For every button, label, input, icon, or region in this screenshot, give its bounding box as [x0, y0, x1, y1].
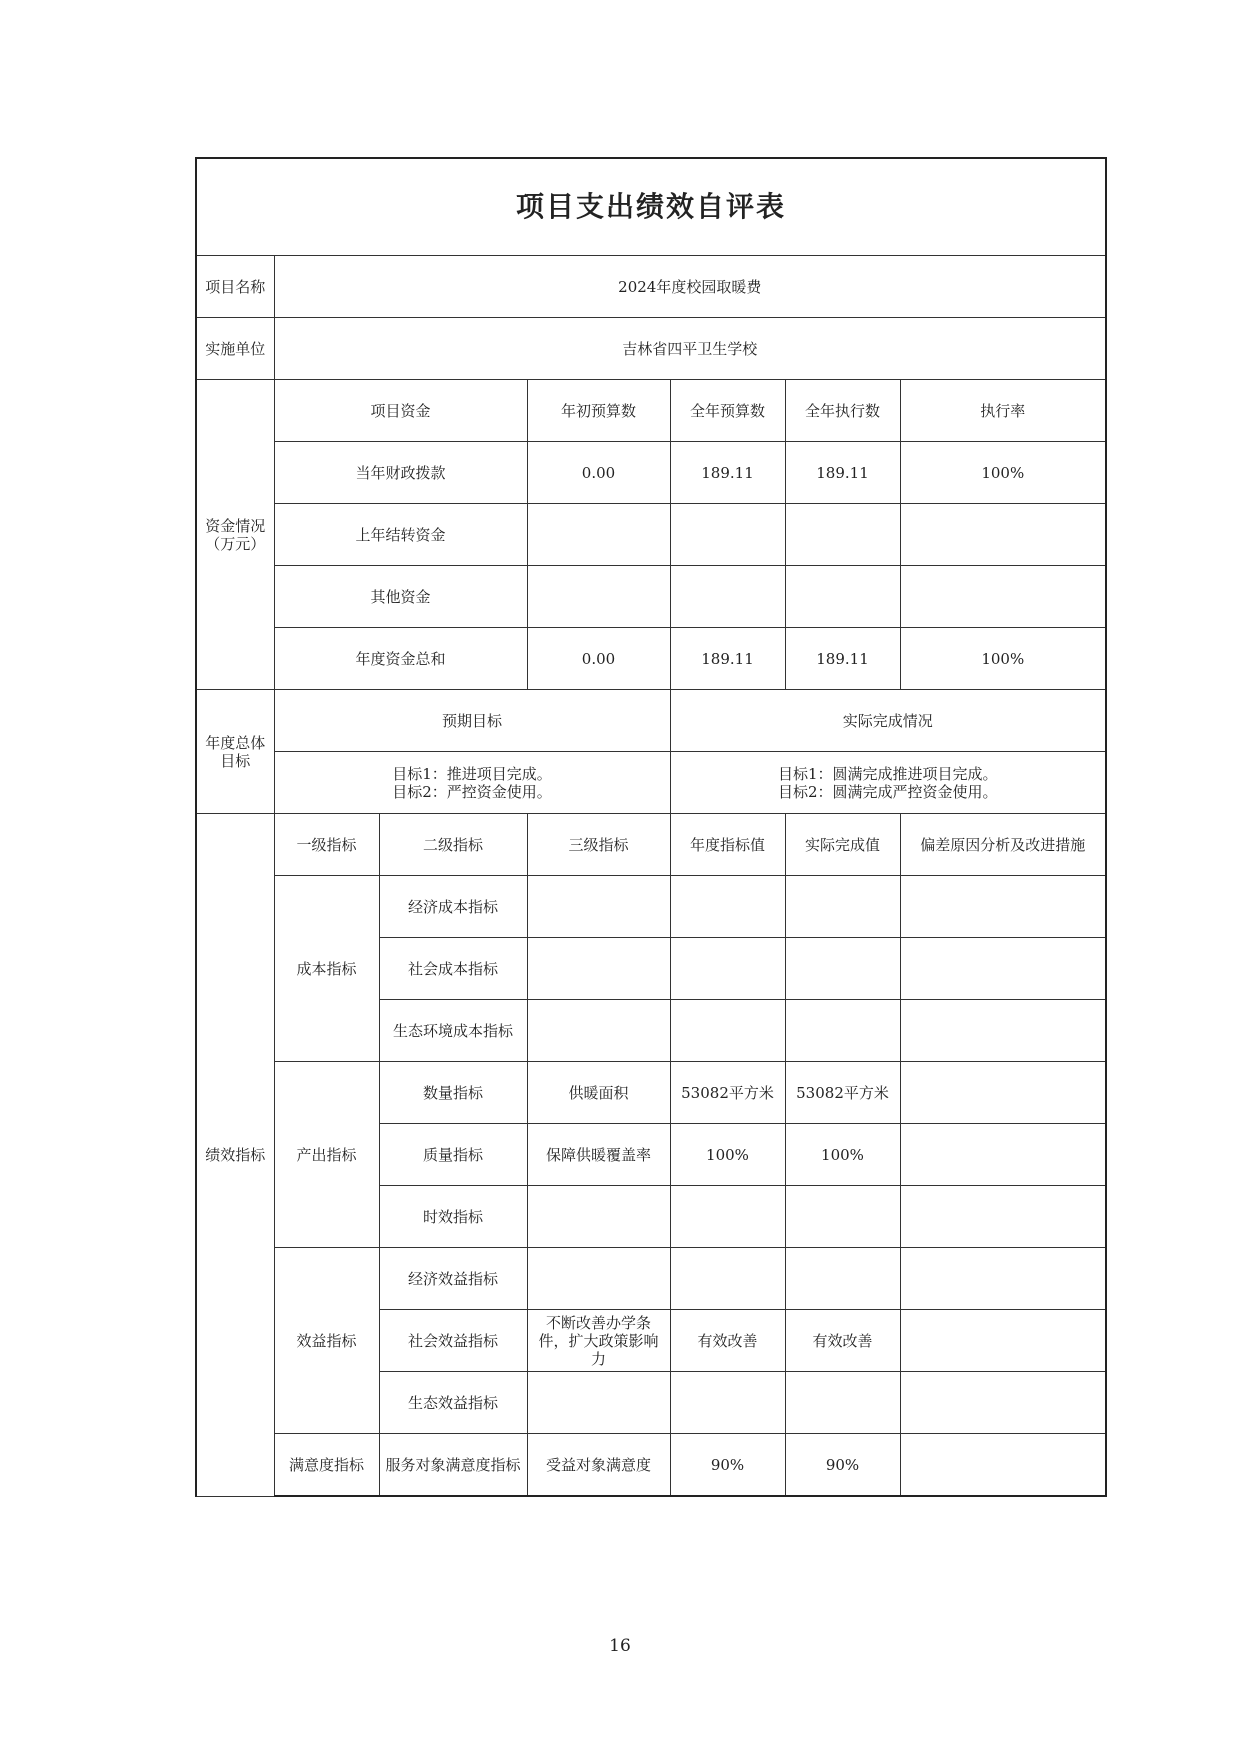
level3-indicator [527, 1248, 670, 1310]
indicators-header-cell: 三级指标 [527, 814, 670, 876]
funds-cell [670, 566, 785, 628]
funds-cell: 189.11 [670, 628, 785, 690]
annual-target-value: 53082平方米 [670, 1062, 785, 1124]
funds-row [196, 566, 1106, 628]
level3-indicator: 受益对象满意度 [527, 1434, 670, 1497]
level2-indicator: 时效指标 [379, 1186, 527, 1248]
funds-header-cell: 执行率 [900, 380, 1106, 442]
deviation-analysis [900, 876, 1106, 938]
funds-header-cell: 全年预算数 [670, 380, 785, 442]
actual-value [785, 1248, 900, 1310]
level1-indicator: 成本指标 [274, 876, 379, 1062]
indicators-header-cell: 二级指标 [379, 814, 527, 876]
funds-label-line1: 资金情况 [205, 516, 266, 535]
annual-target-value: 有效改善 [670, 1310, 785, 1372]
project-name-label: 项目名称 [196, 256, 274, 318]
level3-indicator: 不断改善办学条件，扩大政策影响力 [527, 1310, 670, 1372]
indicators-header-cell: 一级指标 [274, 814, 379, 876]
funds-header-cell: 项目资金 [274, 380, 527, 442]
indicators-header-cell: 实际完成值 [785, 814, 900, 876]
actual-value [785, 1186, 900, 1248]
level1-indicator: 效益指标 [274, 1248, 379, 1434]
actual-value: 90% [785, 1434, 900, 1497]
funds-cell: 0.00 [527, 442, 670, 504]
funds-cell [900, 504, 1106, 566]
actual-value [785, 876, 900, 938]
expected-goals-header: 预期目标 [274, 690, 670, 752]
funds-label-line2: （万元） [205, 534, 266, 553]
expected-goal-1: 目标1：推进项目完成。 [392, 764, 552, 783]
level3-indicator [527, 1186, 670, 1248]
level3-indicator [527, 938, 670, 1000]
level1-indicator: 满意度指标 [274, 1434, 379, 1497]
implementing-unit-value: 吉林省四平卫生学校 [274, 318, 1106, 380]
annual-target-value [670, 1186, 785, 1248]
deviation-analysis [900, 1248, 1106, 1310]
funds-cell [900, 566, 1106, 628]
funds-row-label: 上年结转资金 [274, 504, 527, 566]
actual-goal-2: 目标2：圆满完成严控资金使用。 [777, 782, 998, 801]
actual-value [785, 1000, 900, 1062]
annual-goals-label [196, 690, 274, 814]
deviation-analysis [900, 1310, 1106, 1372]
level2-indicator: 生态效益指标 [379, 1372, 527, 1434]
indicator-row [196, 1434, 1106, 1497]
level2-indicator: 质量指标 [379, 1124, 527, 1186]
level3-indicator [527, 876, 670, 938]
annual-target-value: 90% [670, 1434, 785, 1497]
indicator-row [196, 1248, 1106, 1310]
indicator-row [196, 1062, 1106, 1124]
annual-target-value [670, 1000, 785, 1062]
indicators-header-cell: 年度指标值 [670, 814, 785, 876]
funds-row-label: 年度资金总和 [274, 628, 527, 690]
expected-goals-content [274, 752, 670, 814]
deviation-analysis [900, 1434, 1106, 1497]
indicator-row [196, 876, 1106, 938]
deviation-analysis [900, 938, 1106, 1000]
funds-row [196, 442, 1106, 504]
level2-indicator: 社会成本指标 [379, 938, 527, 1000]
actual-value [785, 1372, 900, 1434]
level2-indicator: 经济成本指标 [379, 876, 527, 938]
annual-target-value [670, 1248, 785, 1310]
level2-indicator: 经济效益指标 [379, 1248, 527, 1310]
indicators-header-cell: 偏差原因分析及改进措施 [900, 814, 1106, 876]
level2-indicator: 数量指标 [379, 1062, 527, 1124]
project-name-value: 2024年度校园取暖费 [274, 256, 1106, 318]
actual-value: 有效改善 [785, 1310, 900, 1372]
actual-value: 53082平方米 [785, 1062, 900, 1124]
annual-target-value [670, 1372, 785, 1434]
funds-row-label: 其他资金 [274, 566, 527, 628]
deviation-analysis [900, 1062, 1106, 1124]
level3-indicator [527, 1000, 670, 1062]
funds-row-label: 当年财政拨款 [274, 442, 527, 504]
annual-target-value [670, 876, 785, 938]
funds-cell [527, 566, 670, 628]
deviation-analysis [900, 1000, 1106, 1062]
level3-indicator [527, 1372, 670, 1434]
deviation-analysis [900, 1372, 1106, 1434]
funds-header-cell: 年初预算数 [527, 380, 670, 442]
funds-header-cell: 全年执行数 [785, 380, 900, 442]
goals-label-line2: 目标 [220, 751, 251, 770]
goals-label-line1: 年度总体 [205, 733, 266, 752]
funds-cell: 100% [900, 628, 1106, 690]
actual-value: 100% [785, 1124, 900, 1186]
funds-section-label [196, 380, 274, 690]
level1-indicator: 产出指标 [274, 1062, 379, 1248]
level2-indicator: 生态环境成本指标 [379, 1000, 527, 1062]
deviation-analysis [900, 1186, 1106, 1248]
annual-target-value: 100% [670, 1124, 785, 1186]
page-number: 16 [609, 1636, 631, 1656]
funds-cell [670, 504, 785, 566]
funds-cell: 0.00 [527, 628, 670, 690]
actual-value [785, 938, 900, 1000]
funds-row [196, 628, 1106, 690]
table-title: 项目支出绩效自评表 [196, 158, 1106, 256]
actual-completion-content [670, 752, 1106, 814]
level3-indicator: 保障供暖覆盖率 [527, 1124, 670, 1186]
performance-evaluation-table [195, 157, 1107, 1497]
funds-cell [527, 504, 670, 566]
funds-cell: 189.11 [785, 442, 900, 504]
funds-cell [785, 566, 900, 628]
actual-goal-1: 目标1：圆满完成推进项目完成。 [777, 764, 998, 783]
actual-completion-header: 实际完成情况 [670, 690, 1106, 752]
funds-row [196, 504, 1106, 566]
level2-indicator: 服务对象满意度指标 [379, 1434, 527, 1497]
funds-cell [785, 504, 900, 566]
annual-target-value [670, 938, 785, 1000]
level2-indicator: 社会效益指标 [379, 1310, 527, 1372]
funds-cell: 189.11 [670, 442, 785, 504]
funds-cell: 189.11 [785, 628, 900, 690]
expected-goal-2: 目标2：严控资金使用。 [392, 782, 552, 801]
deviation-analysis [900, 1124, 1106, 1186]
implementing-unit-label: 实施单位 [196, 318, 274, 380]
funds-cell: 100% [900, 442, 1106, 504]
performance-indicators-label: 绩效指标 [196, 814, 274, 1497]
level3-indicator: 供暖面积 [527, 1062, 670, 1124]
